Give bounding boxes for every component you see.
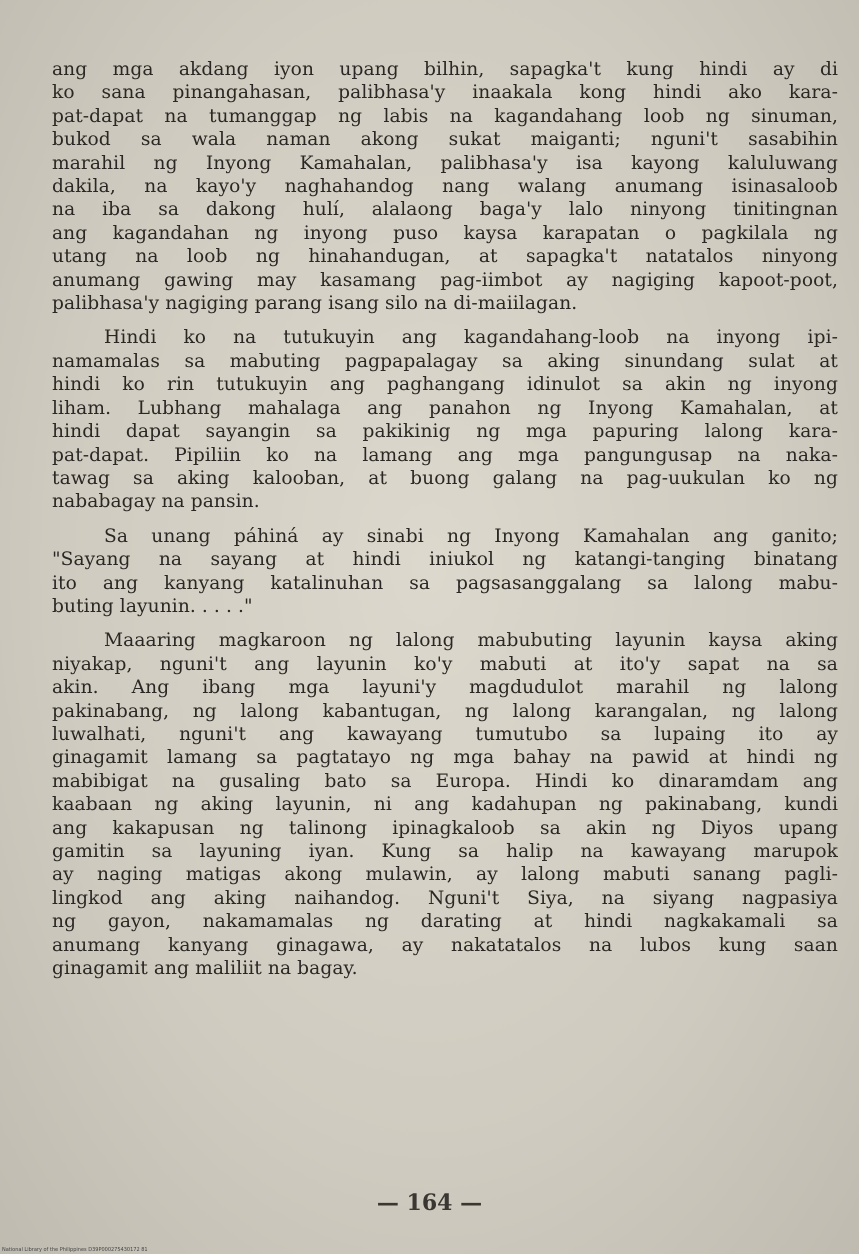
text-line: kaabaan ng aking layunin, ni ang kadahupan ng pakinabang, kundi — [52, 794, 838, 816]
text-line: dakila, na kayo'y naghahandog nang walang anumang isinasaloob — [52, 176, 838, 198]
paragraph — [52, 629, 838, 980]
text-line: bukod sa wala naman akong sukat maiganti; nguni't sasabihin — [52, 129, 838, 151]
text-line: anumang gawing may kasamang pag-iimbot ay nagiging kapoot-poot, — [52, 269, 838, 291]
library-credit: National Library of the Philippines D39P000275430172 81 — [2, 1247, 148, 1253]
text-line: pat-dapat na tumanggap ng labis na kagandahang loob ng sinuman, — [52, 105, 838, 127]
text-line: ginagamit ang maliliit na bagay. — [52, 958, 358, 980]
text-line: Hindi ko na tutukuyin ang kagandahang-loob na inyong ipi- — [104, 327, 838, 349]
paragraph — [52, 58, 838, 315]
text-line: pakinabang, ng lalong kabantugan, ng lalong karangalan, ng lalong — [52, 700, 838, 722]
page-number: — 164 — — [376, 1190, 483, 1216]
text-line: "Sayang na sayang at hindi iniukol ng katangi-tanging binatang — [52, 549, 838, 571]
text-line: hindi dapat sayangin sa pakikinig ng mga papuring lalong kara- — [52, 421, 838, 443]
text-line: niyakap, nguni't ang layunin ko'y mabuti at ito'y sapat na sa — [52, 653, 838, 675]
text-line: hindi ko rin tutukuyin ang paghangang idinulot sa akin ng inyong — [52, 374, 838, 396]
text-line: mabibigat na gusaling bato sa Europa. Hindi ko dinaramdam ang — [52, 770, 838, 792]
text-line: akin. Ang ibang mga layuni'y magdudulot marahil ng lalong — [52, 677, 838, 699]
text-line: gamitin sa layuning iyan. Kung sa halip na kawayang marupok — [52, 841, 838, 862]
text-line: ang kagandahan ng inyong puso kaysa karapatan o pagkilala ng — [52, 222, 838, 244]
text-line: palibhasa'y nagiging parang isang silo na di-maiilagan. — [52, 293, 578, 315]
text-line: Sa unang páhiná ay sinabi ng Inyong Kamahalan ang ganito; — [104, 525, 838, 547]
text-line: liham. Lubhang mahalaga ang panahon ng Inyong Kamahalan, at — [52, 397, 838, 419]
text-line: marahil ng Inyong Kamahalan, palibhasa'y isa kayong kaluluwang — [52, 152, 838, 174]
text-line: na iba sa dakong hulí, alalaong baga'y lalo ninyong tinitingnan — [52, 199, 838, 221]
body-text — [52, 58, 838, 991]
text-line: luwalhati, nguni't ang kawayang tumutubo sa lupaing ito ay — [52, 723, 838, 745]
text-line: anumang kanyang ginagawa, ay nakatatalos na lubos kung saan — [52, 934, 838, 956]
text-line: ito ang kanyang katalinuhan sa pagsasanggalang sa lalong mabu- — [52, 572, 838, 594]
text-line: Maaaring magkaroon ng lalong mabubuting layunin kaysa aking — [104, 630, 838, 652]
text-line: ng gayon, nakamamalas ng darating at hindi nagkakamali sa — [52, 911, 838, 933]
text-line: namamalas sa mabuting pagpapalagay sa aking sinundang sulat at — [52, 350, 838, 372]
text-line: ko sana pinangahasan, palibhasa'y inaakala kong hindi ako kara- — [52, 82, 838, 104]
text-line: tawag sa aking kalooban, at buong galang na pag-uukulan ko ng — [52, 467, 838, 489]
text-line: ang mga akdang iyon upang bilhin, sapagka't kung hindi ay di — [52, 59, 838, 80]
text-line: lingkod ang aking naihandog. Nguni't Siya, na siyang nagpasiya — [52, 887, 838, 909]
text-line: nababagay na pansin. — [52, 491, 260, 513]
text-line: ang kakapusan ng talinong ipinagkaloob sa akin ng Diyos upang — [52, 817, 838, 839]
text-line: utang na loob ng hinahandugan, at sapagka't natatalos ninyong — [52, 246, 838, 268]
text-line: ginagamit lamang sa pagtatayo ng mga bahay na pawid at hindi ng — [52, 747, 838, 769]
paragraph — [52, 326, 838, 513]
text-line: ay naging matigas akong mulawin, ay lalong mabuti sanang pagli- — [52, 864, 838, 886]
paragraph — [52, 525, 838, 619]
text-line: buting layunin. . . . ." — [52, 595, 253, 617]
text-line: pat-dapat. Pipiliin ko na lamang ang mga pangungusap na naka- — [52, 444, 838, 466]
